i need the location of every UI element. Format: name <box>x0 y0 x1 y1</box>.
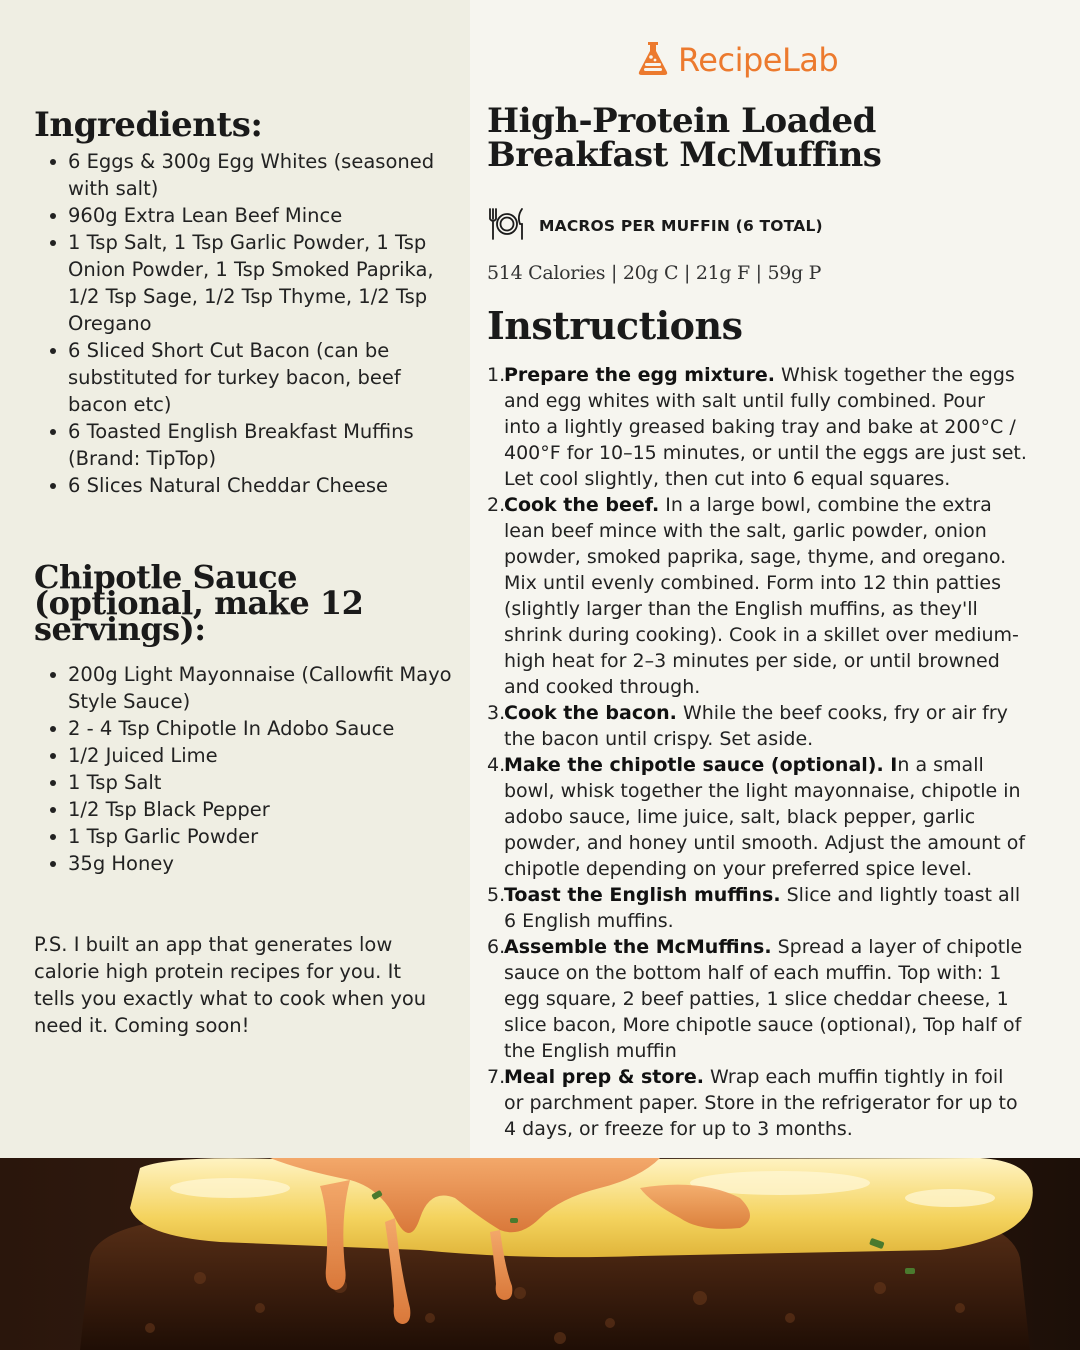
step-heading: Make the chipotle sauce (optional). I <box>504 754 898 776</box>
step-text: While the beef cooks, fry or air fry the bacon until crispy. Set aside. <box>504 702 1008 750</box>
step-text: Slice and lightly toast all 6 English muffins. <box>504 884 1021 932</box>
step-text: Spread a layer of chipotle sauce on the bottom half of each muffin. Top with: 1 egg square, 2 beef patties, 1 slice cheddar cheese, 1 slice bacon, More chipotle sauce (optional), Top half of the English muffin <box>504 936 1023 1062</box>
list-item: 1 Tsp Salt, 1 Tsp Garlic Powder, 1 Tsp Onion Powder, 1 Tsp Smoked Paprika, 1/2 Tsp Sage, 1/2 Tsp Thyme, 1/2 Tsp Oregano <box>34 229 454 337</box>
list-item: 200g Light Mayonnaise (Callowfit Mayo Style Sauce) <box>34 661 454 715</box>
step-text: In a large bowl, combine the extra lean beef mince with the salt, garlic powder, onion powder, smoked paprika, sage, thyme, and oregano. Mix until evenly combined. Form into 12 thin patties (slightly larger than the English muffins, as they'll shrink during cooking). Cook in a skillet over medium-high heat for 2–3 minutes per side, or until browned and cooked through. <box>504 494 1019 698</box>
ingredients-title: Ingredients: <box>34 105 263 145</box>
brand-name: RecipeLab <box>678 41 839 79</box>
step-number: 6. <box>487 936 506 958</box>
list-item <box>487 882 1027 934</box>
mcmuffin-photo <box>0 1158 1080 1350</box>
instructions-list <box>487 362 1027 1142</box>
macros-header <box>487 206 823 246</box>
ps-note: P.S. I built an app that generates low calorie high protein recipes for you. It tells you exactly what to cook when you need it. Coming soon! <box>34 933 427 1037</box>
macros-values: 514 Calories | 20g C | 21g F | 59g P <box>487 262 822 284</box>
ingredients-list <box>34 148 454 499</box>
list-item <box>487 700 1027 752</box>
recipe-title: High-Protein Loaded Breakfast McMuffins <box>487 101 882 175</box>
step-heading: Cook the beef. <box>504 494 660 516</box>
step-heading: Prepare the egg mixture. <box>504 364 775 386</box>
list-item: 2 - 4 Tsp Chipotle In Adobo Sauce <box>34 715 454 742</box>
step-heading: Toast the English muffins. <box>504 884 781 906</box>
list-item <box>487 362 1027 492</box>
list-item <box>487 934 1027 1064</box>
list-item: 35g Honey <box>34 850 454 877</box>
instructions-title: Instructions <box>487 303 743 348</box>
list-item: 6 Eggs & 300g Egg Whites (seasoned with salt) <box>34 148 454 202</box>
step-heading: Cook the bacon. <box>504 702 677 724</box>
step-number: 7. <box>487 1066 506 1088</box>
plate-cutlery-icon <box>487 206 527 246</box>
list-item: 1 Tsp Garlic Powder <box>34 823 454 850</box>
list-item: 1/2 Juiced Lime <box>34 742 454 769</box>
list-item: 6 Toasted English Breakfast Muffins (Brand: TipTop) <box>34 418 454 472</box>
step-text: Whisk together the eggs and egg whites with salt until fully combined. Pour into a lightly greased baking tray and bake at 200°C / 400°F for 10–15 minutes, or until the eggs are just set. Let cool slightly, then cut into 6 equal squares. <box>504 364 1027 490</box>
brand-logo <box>636 38 838 82</box>
step-text: Wrap each muffin tightly in foil or parchment paper. Store in the refrigerator for up to 4 days, or freeze for up to 3 months. <box>504 1066 1018 1140</box>
sauce-list <box>34 661 454 877</box>
list-item <box>487 492 1027 700</box>
step-number: 2. <box>487 494 506 516</box>
list-item <box>487 752 1027 882</box>
sauce-title: Chipotle Sauce (optional, make 12 servings): <box>34 558 364 648</box>
list-item: 6 Sliced Short Cut Bacon (can be substituted for turkey bacon, beef bacon etc) <box>34 337 454 418</box>
list-item: 1/2 Tsp Black Pepper <box>34 796 454 823</box>
step-text: n a small bowl, whisk together the light mayonnaise, chipotle in adobo sauce, lime juice, salt, black pepper, garlic powder, and honey until smooth. Adjust the amount of chipotle depending on your preferred spice level. <box>504 754 1026 880</box>
lab-flask-icon <box>636 40 670 80</box>
step-heading: Assemble the McMuffins. <box>504 936 772 958</box>
step-heading: Meal prep & store. <box>504 1066 704 1088</box>
macros-label: MACROS PER MUFFIN (6 TOTAL) <box>539 217 823 235</box>
list-item: 960g Extra Lean Beef Mince <box>34 202 454 229</box>
list-item <box>487 1064 1027 1142</box>
step-number: 4. <box>487 754 506 776</box>
list-item: 6 Slices Natural Cheddar Cheese <box>34 472 454 499</box>
step-number: 1. <box>487 364 506 386</box>
step-number: 5. <box>487 884 506 906</box>
step-number: 3. <box>487 702 506 724</box>
list-item: 1 Tsp Salt <box>34 769 454 796</box>
